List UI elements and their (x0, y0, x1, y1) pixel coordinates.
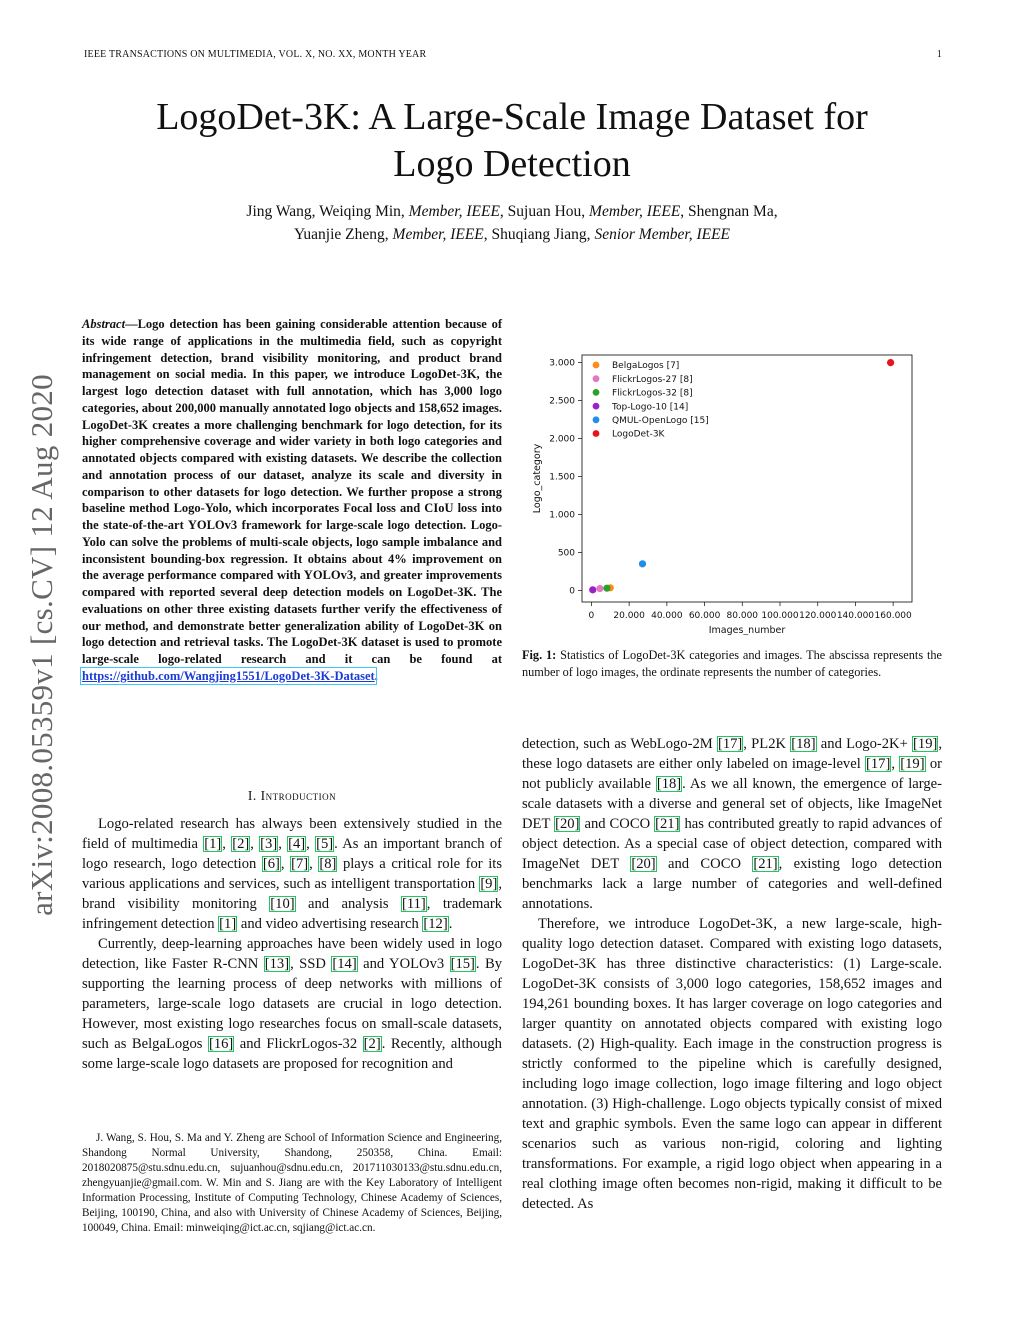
paragraph-text: , PL2K (743, 736, 791, 752)
paragraph-text: and Logo-2K+ (816, 736, 913, 752)
citation-link[interactable]: [3] (260, 836, 278, 852)
x-tick-label: 160.000 (874, 611, 912, 621)
y-tick-label: 0 (569, 586, 575, 597)
citation-link[interactable]: [4] (288, 836, 306, 852)
citation-link[interactable]: [7] (291, 856, 309, 872)
citation-link[interactable]: [21] (655, 816, 680, 832)
paragraph-text: , brand visibility monitoring (82, 876, 502, 912)
citation-link[interactable]: [16] (208, 1036, 234, 1052)
author-text: , Sujuan Hou, (499, 203, 590, 220)
scatter-chart (522, 345, 942, 635)
abstract-text: —Logo detection has been gaining considerable attention because of its wide range of applications in the multimedia field, such as copyright infringement detection, brand visibility monitoring, and product brand management on social media. In this paper, we introduce LogoDet-3K, the largest logo detection dataset with full annotation, which has 3,000 logo categories, about 200,000 manually annotated logo objects and 158,652 images. LogoDet-3K creates a more challenging benchmark for logo detection, for its higher comprehensive coverage and wider variety in both logo categories and annotated objects compared with existing datasets. We describe the collection and annotation process of our dataset, analyze its scale and diversity in comparison to other datasets for logo detection. We further propose a strong baseline method Logo-Yolo, which incorporates Focal loss and CIoU loss into the state-of-the-art YOLOv3 framework for large-scale logo detection. Logo-Yolo can solve the problems of multi-scale objects, logo sample imbalance and inconsistent bounding-box regression. It obtains about 4% improvement on the average performance compared with YOLOv3, and greater improvements compared with reported several deep detection models on LogoDet-3K. The evaluations on other three existing datasets further verify the effectiveness of our method, and demonstrate better generalization ability of LogoDet-3K on logo detection and retrieval tasks. The LogoDet-3K dataset is used to promote large-scale logo-related research and it can be found at (82, 317, 502, 666)
arxiv-stamp (22, 345, 62, 945)
section-title: Introduction (260, 788, 337, 803)
legend-marker (593, 403, 600, 410)
legend-label: QMUL-OpenLogo [15] (612, 416, 709, 426)
journal-header: IEEE TRANSACTIONS ON MULTIMEDIA, VOL. X, NO. XX, MONTH YEAR (84, 49, 427, 60)
legend-label: LogoDet-3K (612, 429, 665, 440)
citation-link[interactable]: [12] (423, 916, 448, 932)
y-tick-label: 500 (557, 548, 575, 559)
section-heading-introduction (82, 788, 502, 804)
x-tick-label: 120.000 (799, 611, 837, 621)
author-affil: Member, IEEE (408, 203, 500, 220)
paragraph-text: and video advertising research (237, 916, 423, 932)
x-tick-label: 40.000 (651, 611, 683, 621)
citation-link[interactable]: [8] (319, 856, 337, 872)
x-tick-label: 60.000 (688, 611, 721, 621)
paragraph-text: , these logo datasets are either only labeled on image-level (522, 736, 943, 772)
paragraph-text: , (306, 836, 316, 852)
author-text: , Shengnan Ma, (680, 203, 778, 220)
y-tick-label: 1.000 (549, 510, 575, 521)
paragraph-text: has contributed greatly to rapid advances of object detection. As a special case of object detection, compared with ImageNet DET (522, 816, 942, 872)
paragraph-text: , (309, 856, 319, 872)
paragraph-text: , (280, 856, 291, 872)
y-tick-label: 2.500 (549, 396, 575, 407)
paper-title (80, 94, 944, 188)
citation-link[interactable]: [1] (204, 836, 222, 852)
author-text: Yuanjie Zheng, (293, 226, 393, 243)
paragraph-text: Currently, deep-learning approaches have been widely used in logo detection, like Faster R-CNN (82, 936, 502, 972)
paragraph-text: , trademark infringement detection (82, 896, 502, 932)
section-number: I. (247, 788, 261, 803)
paragraph-text: , SSD (290, 956, 332, 972)
caption-label: Fig. 1: (522, 648, 557, 662)
y-tick-label: 3.000 (549, 358, 575, 369)
citation-link[interactable]: [21] (753, 856, 778, 872)
citation-link[interactable]: [2] (363, 1036, 381, 1052)
citation-link[interactable]: [5] (316, 836, 334, 852)
citation-link[interactable]: [20] (631, 856, 656, 872)
legend-marker (593, 416, 600, 423)
paragraph-text: , (222, 836, 232, 852)
paragraph-text: . Recently, although some large-scale logo datasets are proposed for recognition and (82, 1036, 502, 1072)
paragraph-text: . By supporting the learning process of deep networks with millions of parameters, large-scale logo datasets are crucial in logo detection. However, most existing logo researches focus on small-scale datasets, such as BelgaLogos (82, 956, 503, 1052)
citation-link[interactable]: [13] (264, 956, 290, 972)
intro-column (82, 814, 502, 1074)
author-line-1 (80, 200, 944, 223)
paragraph-text: and COCO (656, 856, 753, 872)
author-affil: Member, IEEE (589, 203, 681, 220)
right-paragraph-2 (522, 914, 942, 1214)
legend-marker (593, 389, 600, 396)
citation-link[interactable]: [10] (270, 896, 295, 912)
citation-link[interactable]: [14] (332, 956, 357, 972)
data-point (596, 585, 603, 592)
paragraph-text: , (278, 836, 288, 852)
paragraph-text: Therefore, we introduce LogoDet-3K, a new large-scale, high-quality logo detection dataset. Compared with existing logo datasets, LogoDet-3K has three distinctive characteristics: (1) Large-scale. LogoDet-3K consists of 3,000 logo categories, 158,652 images and 194,261 bounding boxes. It has larger coverage on logo categories and larger quantity on annotated objects compared with existing logo datasets. (2) High-quality. Each image in the construction progress is strictly conformed to the pipeline which is carefully designed, including logo image collection, logo image filtering and logo object annotation. (3) High-challenge. Logo objects typically consist of mixed text and graphic symbols. Even the same logo can appear in different scenarios such as various non-rigid, coloring and lighting transformations. For example, a rigid logo object when appearing in a real clothing image often becomes non-rigid, making it difficult to be detected. As (522, 916, 942, 1212)
data-point (887, 359, 894, 366)
title-line-1: LogoDet-3K: A Large-Scale Image Dataset for (156, 96, 868, 138)
title-line-2: Logo Detection (393, 143, 631, 185)
citation-link[interactable]: [2] (232, 836, 250, 852)
citation-link[interactable]: [17] (717, 736, 743, 752)
citation-link[interactable]: [15] (450, 956, 475, 972)
abstract (82, 316, 502, 685)
citation-link[interactable]: [9] (480, 876, 498, 892)
abstract-label: Abstract (82, 317, 126, 331)
paragraph-text: . (448, 916, 453, 932)
paragraph-text: plays a critical role for its various applications and services, such as intelligent transportation (82, 856, 503, 892)
citation-link[interactable]: [17] (866, 756, 891, 772)
citation-link[interactable]: [11] (401, 896, 426, 912)
x-tick-label: 100.000 (761, 611, 799, 621)
paragraph-text: , (250, 836, 260, 852)
citation-link[interactable]: [1] (219, 916, 237, 932)
data-point (603, 585, 610, 592)
caption-text: Statistics of LogoDet-3K categories and images. The abscissa represents the number of logo images, the ordinate represents the number of categories. (522, 648, 942, 679)
legend-marker (593, 430, 600, 437)
x-tick-label: 0 (588, 611, 595, 621)
legend-marker (593, 362, 600, 369)
author-list (80, 200, 944, 246)
x-axis-label: Images_number (708, 625, 786, 635)
dataset-link[interactable]: https://github.com/Wangjing1551/LogoDet-3K-Dataset (82, 668, 375, 683)
x-tick-label: 20.000 (613, 611, 645, 621)
citation-link[interactable]: [6] (262, 856, 280, 872)
citation-link[interactable]: [19] (900, 756, 925, 772)
paragraph-text: . As we all known, the emergence of large-scale datasets with a diverse and general set of objects, like ImageNet DET (522, 776, 943, 832)
author-line-2 (80, 223, 944, 246)
author-footnote (82, 1131, 502, 1236)
paragraph-text: detection, such as WebLogo-2M (522, 736, 717, 752)
paragraph-text: and YOLOv3 (357, 956, 450, 972)
citation-link[interactable]: [18] (656, 776, 682, 792)
legend-label: FlickrLogos-27 [8] (612, 374, 693, 385)
author-affil: Senior Member, IEEE (594, 226, 731, 243)
page-number: 1 (936, 49, 942, 60)
legend-label: Top-Logo-10 [14] (612, 402, 689, 413)
arxiv-id: arXiv:2008.05359v1 [cs.CV] 12 Aug 2020 (24, 374, 59, 916)
y-tick-label: 1.500 (549, 472, 575, 483)
paragraph-text: Logo-related research has always been extensively studied in the field of multimedia (82, 816, 502, 852)
legend-marker (593, 375, 600, 382)
abstract-end: . (374, 668, 378, 683)
x-tick-label: 140.000 (836, 611, 875, 621)
x-tick-label: 80.000 (726, 611, 759, 621)
intro-paragraph-1 (82, 814, 502, 934)
figure-1 (522, 345, 942, 635)
figure-caption (522, 647, 942, 681)
y-tick-label: 2.000 (549, 434, 575, 445)
legend-label: FlickrLogos-32 [8] (612, 388, 693, 399)
paragraph-text: . As an important branch of logo research, logo detection (82, 836, 503, 872)
data-point (639, 560, 646, 567)
citation-link[interactable]: [18] (791, 736, 816, 752)
author-text: , Shuqiang Jiang, (483, 226, 595, 243)
citation-link[interactable]: [19] (913, 736, 938, 752)
running-header (84, 49, 942, 63)
footnote-text: J. Wang, S. Hou, S. Ma and Y. Zheng are School of Information Science and Engineering, Shandong Normal University, Shandong, 250358, China. Email: 2018020875@stu.sdnu.edu.cn, sujuanhou@sdnu.edu.cn, 201711030133@stu.sdnu.edu.cn, zhengyuanjie@gmail.com. W. Min and S. Jiang are with the Key Laboratory of Intelligent Information Processing, Institute of Computing Technology, Chinese Academy of Sciences, Beijing, 100190, China, and also with University of Chinese Academy of Sciences, Beijing, 100049, China. Email: minweiqing@ict.ac.cn, sqjiang@ict.ac.cn. (82, 1132, 502, 1234)
paragraph-text: or not publicly available (522, 756, 942, 792)
y-axis-label: Logo_category (532, 443, 543, 514)
paragraph-text: and analysis (295, 896, 401, 912)
citation-link[interactable]: [20] (555, 816, 580, 832)
author-affil: Member, IEEE (392, 226, 484, 243)
legend-label: BelgaLogos [7] (612, 361, 680, 372)
data-point (589, 586, 596, 593)
paragraph-text: and COCO (580, 816, 655, 832)
paragraph-text: , existing logo detection benchmarks lack a large number of categories and well-defined annotations. (522, 856, 942, 912)
paragraph-text: and FlickrLogos-32 (234, 1036, 363, 1052)
right-column (522, 734, 942, 1214)
author-text: Jing Wang, Weiqing Min, (246, 203, 409, 220)
paragraph-text: , (891, 756, 900, 772)
right-paragraph-1 (522, 734, 942, 914)
intro-paragraph-2 (82, 934, 502, 1074)
